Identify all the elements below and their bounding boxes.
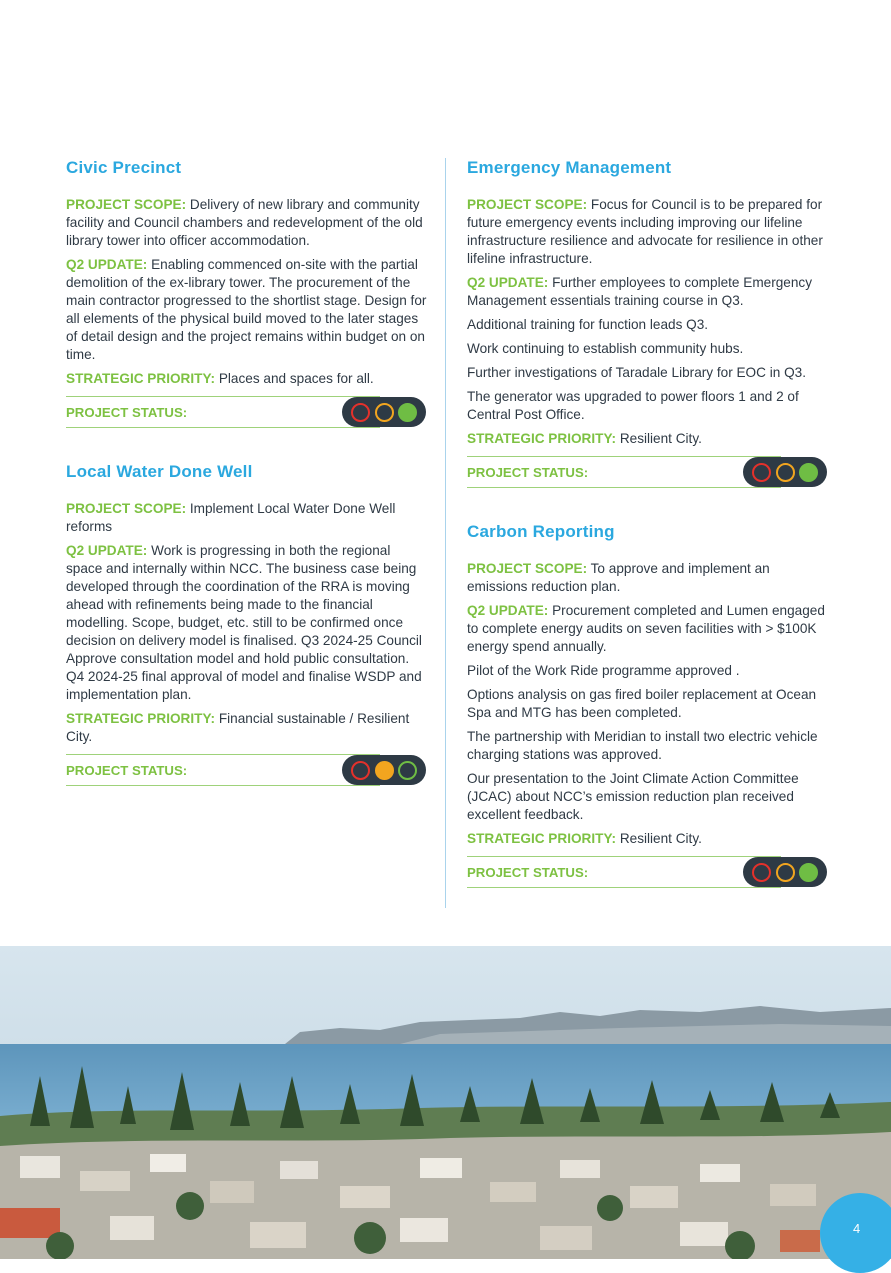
green-light — [398, 761, 417, 780]
q2-update — [66, 542, 428, 704]
update-paragraph: The generator was upgraded to power floors 1 and 2 of Central Post Office. — [467, 389, 799, 422]
scope-label: PROJECT SCOPE: — [66, 501, 187, 516]
section-title: Local Water Done Well — [66, 462, 253, 481]
scope-text: Focus for Council is to be prepared for future emergency events including improving our lifeline infrastructure resilience and advocate for resilience in other lifeline infrastructure. — [467, 197, 823, 266]
priority-text: Financial sustainable / Resilient City. — [66, 711, 410, 744]
coastal-town-photo — [0, 946, 891, 1259]
update-paragraph: Options analysis on gas fired boiler replacement at Ocean Spa and MTG has been completed. — [467, 687, 817, 720]
priority-text: Places and spaces for all. — [218, 371, 374, 386]
priority-label: STRATEGIC PRIORITY: — [467, 831, 617, 846]
update-label: Q2 UPDATE: — [66, 543, 148, 558]
amber-light — [375, 761, 394, 780]
scope-label: PROJECT SCOPE: — [467, 561, 588, 576]
amber-light — [776, 863, 795, 882]
red-light — [752, 463, 771, 482]
section-carbon-reporting — [467, 522, 829, 888]
update-text: Further employees to complete Emergency Management essentials training course in Q3. — [467, 275, 813, 308]
priority-text: Resilient City. — [619, 831, 702, 846]
right-column — [467, 158, 829, 922]
project-scope — [66, 196, 428, 250]
scope-label: PROJECT SCOPE: — [467, 197, 588, 212]
status-label: PROJECT STATUS: — [66, 763, 188, 778]
priority-text: Resilient City. — [619, 431, 702, 446]
strategic-priority — [467, 830, 829, 848]
q2-update — [66, 256, 428, 364]
amber-light — [776, 463, 795, 482]
project-scope — [467, 196, 829, 268]
status-label: PROJECT STATUS: — [467, 865, 589, 880]
update-paragraph: The partnership with Meridian to install two electric vehicle charging stations was approved. — [467, 729, 818, 762]
project-status — [66, 754, 428, 786]
page-number: 4 — [853, 1221, 861, 1236]
strategic-priority — [66, 370, 428, 388]
q2-update — [467, 602, 829, 656]
green-light — [398, 403, 417, 422]
status-label: PROJECT STATUS: — [467, 465, 589, 480]
update-label: Q2 UPDATE: — [467, 275, 549, 290]
scope-label: PROJECT SCOPE: — [66, 197, 187, 212]
update-paragraph: Work continuing to establish community hubs. — [467, 341, 744, 356]
strategic-priority — [467, 430, 829, 448]
project-scope — [66, 500, 428, 536]
traffic-light — [342, 755, 426, 785]
update-paragraph: Pilot of the Work Ride programme approved . — [467, 663, 740, 678]
red-light — [351, 761, 370, 780]
red-light — [351, 403, 370, 422]
update-paragraph: Our presentation to the Joint Climate Action Committee (JCAC) about NCC’s emission reduction plan received excellent feedback. — [467, 771, 799, 822]
update-paragraph: Further investigations of Taradale Library for EOC in Q3. — [467, 365, 806, 380]
section-title: Emergency Management — [467, 158, 672, 177]
update-label: Q2 UPDATE: — [467, 603, 549, 618]
green-light — [799, 463, 818, 482]
project-status — [66, 396, 428, 428]
section-local-water — [66, 462, 428, 786]
priority-label: STRATEGIC PRIORITY: — [66, 711, 216, 726]
left-column — [66, 158, 428, 820]
scope-text: Implement Local Water Done Well reforms — [66, 501, 396, 534]
strategic-priority — [66, 710, 428, 746]
red-light — [752, 863, 771, 882]
project-status — [467, 856, 829, 888]
scope-text: Delivery of new library and community facility and Council chambers and redevelopment of the old library tower into officer accommodation. — [66, 197, 423, 248]
section-title: Carbon Reporting — [467, 522, 615, 541]
status-label: PROJECT STATUS: — [66, 405, 188, 420]
project-status — [467, 456, 829, 488]
traffic-light — [743, 457, 827, 487]
priority-label: STRATEGIC PRIORITY: — [66, 371, 216, 386]
scope-text: To approve and implement an emissions reduction plan. — [467, 561, 770, 594]
update-label: Q2 UPDATE: — [66, 257, 148, 272]
section-civic-precinct — [66, 158, 428, 428]
project-scope — [467, 560, 829, 596]
priority-label: STRATEGIC PRIORITY: — [467, 431, 617, 446]
update-text: Work is progressing in both the regional space and internally within NCC. The business case being developed through the coordination of the RRA is moving ahead with refinements being made to the financial modelling. Scope, budget, etc. still to be confirmed once decision on delivery model is finalised. Q3 2024-25 Council Approve consultation model and hold public consultation. Q4 2024-25 final approval of model and finalise WSDP and implementation plan. — [66, 543, 422, 702]
amber-light — [375, 403, 394, 422]
page-number-badge — [820, 1193, 891, 1273]
section-title: Civic Precinct — [66, 158, 182, 177]
update-paragraph: Additional training for function leads Q3. — [467, 317, 709, 332]
q2-update — [467, 274, 829, 310]
green-light — [799, 863, 818, 882]
traffic-light — [743, 857, 827, 887]
update-text: Procurement completed and Lumen engaged to complete energy audits on seven facilities with > $100K energy spend annually. — [467, 603, 825, 654]
traffic-light — [342, 397, 426, 427]
section-emergency-management — [467, 158, 829, 488]
column-divider — [445, 158, 446, 908]
update-text: Enabling commenced on-site with the partial demolition of the ex-library tower. The procurement of the main contractor progressed to the shortlist stage. Design for all elements of the physical build moved to the later stages of detail design and the project remains within budget on on time. — [66, 257, 427, 362]
